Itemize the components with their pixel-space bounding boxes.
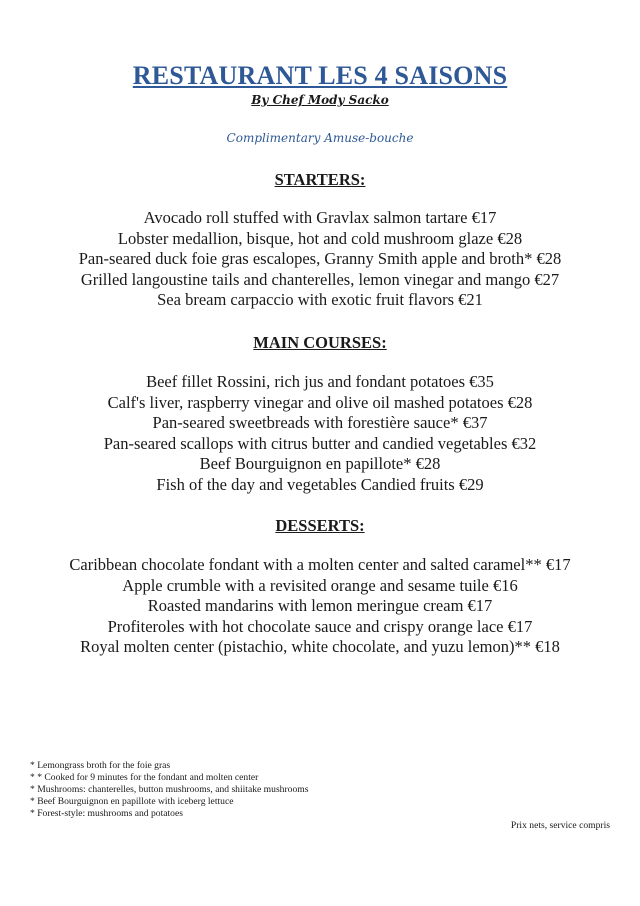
amuse-bouche-note: Complimentary Amuse-bouche <box>226 131 414 145</box>
menu-item: Grilled langoustine tails and chanterelles, lemon vinegar and mango €27 <box>80 269 560 289</box>
starters-list <box>0 208 640 311</box>
main-courses-heading: MAIN COURSES: <box>253 333 387 352</box>
prix-note: Prix nets, service compris <box>510 820 610 831</box>
menu-item: Apple crumble with a revisited orange and sesame tuile €16 <box>122 575 518 595</box>
footnotes <box>30 760 308 820</box>
menu-item: Caribbean chocolate fondant with a molten center and salted caramel** €17 <box>69 555 571 574</box>
menu-item: Sea bream carpaccio with exotic fruit flavors €21 <box>157 290 483 309</box>
menu-item: Beef fillet Rossini, rich jus and fondant potatoes €35 <box>146 372 494 391</box>
restaurant-title: RESTAURANT LES 4 SAISONS <box>132 61 508 90</box>
menu-item: Royal molten center (pistachio, white chocolate, and yuzu lemon)** €18 <box>80 637 560 656</box>
footnote: * Mushrooms: chanterelles, button mushrooms, and shiitake mushrooms <box>30 784 309 795</box>
main-courses-list <box>0 372 640 495</box>
menu-item: Calf's liver, raspberry vinegar and olive oil mashed potatoes €28 <box>107 392 533 412</box>
menu-item: Lobster medallion, bisque, hot and cold mushroom glaze €28 <box>117 228 523 248</box>
footnote: * Lemongrass broth for the foie gras <box>30 760 171 771</box>
footnote: * * Cooked for 9 minutes for the fondant and molten center <box>30 772 259 783</box>
menu-item: Pan-seared duck foie gras escalopes, Granny Smith apple and broth* €28 <box>78 249 562 268</box>
menu-item: Pan-seared sweetbreads with forestière sauce* €37 <box>152 413 488 432</box>
desserts-heading: DESSERTS: <box>275 516 365 535</box>
chef-byline: By Chef Mody Sacko <box>251 93 389 107</box>
menu-item: Avocado roll stuffed with Gravlax salmon tartare €17 <box>143 208 497 227</box>
menu-item: Fish of the day and vegetables Candied fruits €29 <box>156 474 484 494</box>
footnote: * Beef Bourguignon en papillote with iceberg lettuce <box>30 796 234 807</box>
menu-item: Pan-seared scallops with citrus butter and candied vegetables €32 <box>103 433 537 453</box>
starters-heading: STARTERS: <box>274 170 366 189</box>
footnote: * Forest-style: mushrooms and potatoes <box>30 808 183 819</box>
menu-item: Roasted mandarins with lemon meringue cream €17 <box>147 596 493 615</box>
menu-item: Profiteroles with hot chocolate sauce and crispy orange lace €17 <box>107 616 533 636</box>
menu-item: Beef Bourguignon en papillote* €28 <box>199 454 441 473</box>
desserts-list <box>0 555 640 658</box>
